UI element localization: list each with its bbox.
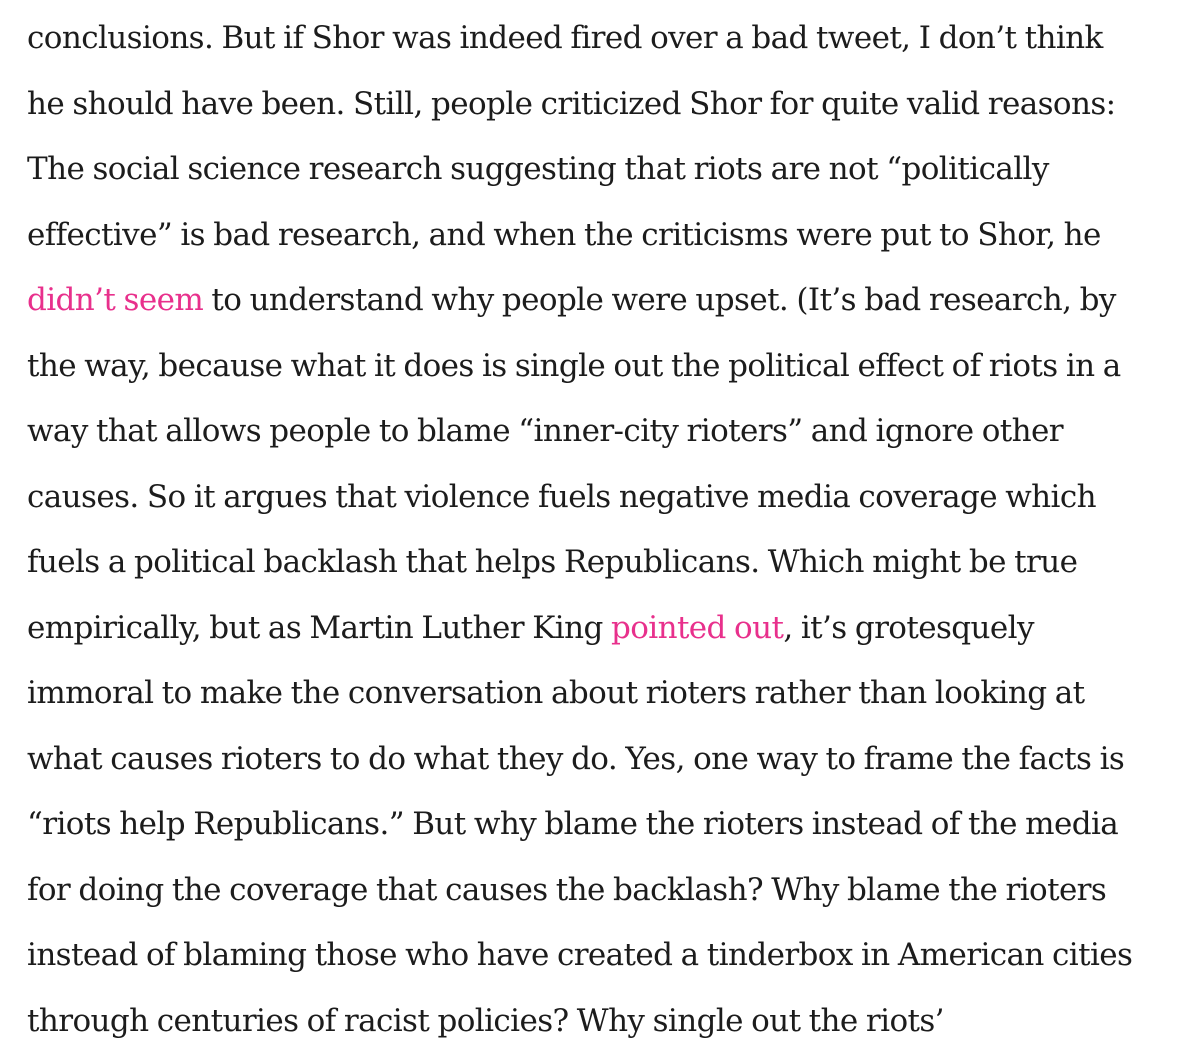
pointed-out-link[interactable]: pointed out xyxy=(610,609,784,646)
text-line-8: causes. So it argues that violence fuels negative media coverage which xyxy=(27,478,1096,515)
text-line-3: The social science research suggesting that riots are not “politically xyxy=(27,151,1049,187)
text-line-5 xyxy=(27,268,1187,334)
text-line-10-start: empirically, but as Martin Luther King xyxy=(27,609,611,646)
text-line-14: for doing the coverage that causes the backlash? Why blame the rioters xyxy=(27,871,1107,908)
text-line-6: the way, because what it does is single out the political effect of riots in a xyxy=(27,347,1121,384)
text-line-10 xyxy=(27,596,1187,662)
text-line-4: effective” is bad research, and when the criticisms were put to Shor, he xyxy=(27,216,1101,253)
text-line-9: fuels a political backlash that helps Republicans. Which might be true xyxy=(27,544,1078,580)
text-line-12: what causes rioters to do what they do. Yes, one way to frame the facts is xyxy=(27,740,1125,777)
text-line-1: conclusions. But if Shor was indeed fired over a bad tweet, I don’t think xyxy=(27,20,1103,56)
article-paragraph xyxy=(27,6,1187,1048)
text-line-13: “riots help Republicans.” But why blame the rioters instead of the media xyxy=(27,806,1119,842)
text-line-7: way that allows people to blame “inner-city rioters” and ignore other xyxy=(27,413,1063,449)
text-line-5-rest: to understand why people were upset. (It’s bad research, by xyxy=(203,282,1116,318)
text-line-10-end: , it’s grotesquely xyxy=(783,609,1034,646)
text-line-11: immoral to make the conversation about rioters rather than looking at xyxy=(27,675,1085,711)
text-line-15: instead of blaming those who have created a tinderbox in American cities xyxy=(27,937,1133,973)
text-line-2: he should have been. Still, people criticized Shor for quite valid reasons: xyxy=(27,85,1116,122)
text-line-16: through centuries of racist policies? Why single out the riots’ xyxy=(27,1002,944,1039)
didnt-seem-link[interactable]: didn’t seem xyxy=(27,282,204,318)
